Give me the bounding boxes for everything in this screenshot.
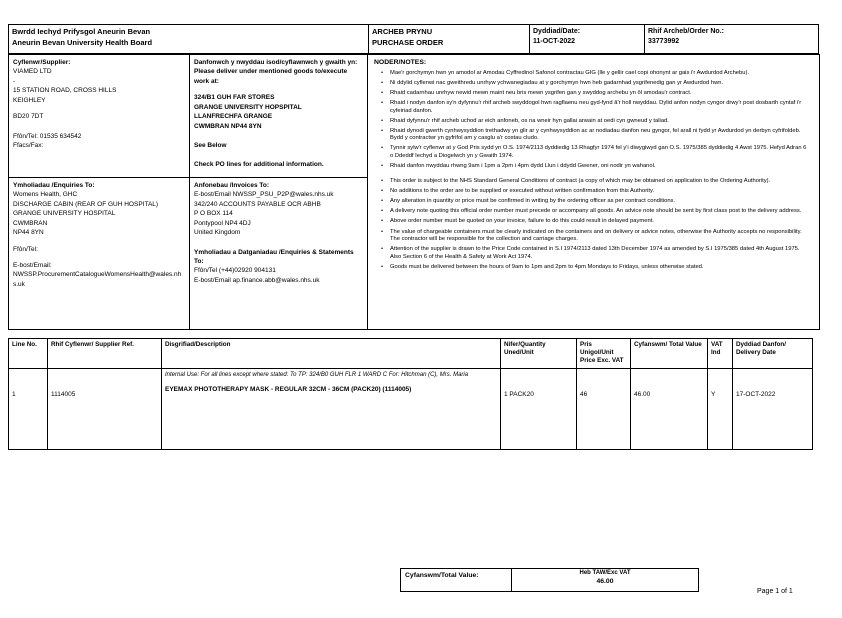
description-internal-use: Internal Use: For all lines except where stated: To TP: 324/B0 GUH FLR 1 WARD C For: Hitchman (C), Mrs. Maria xyxy=(165,371,469,378)
note-item: • Mae'r gorchymyn hwn yn amodol ar Amodau Cyffredinol Safonol contractau GIG (lle y gellir cael copi ohonynt ar gais i'r Awdurdod Archebu). xyxy=(374,70,813,78)
column-header-total-value: Cyfanswm/ Total Value xyxy=(630,338,708,369)
bullet-icon: • xyxy=(380,100,384,107)
note-item: • Rhaid danfon nwyddau rhwng 9am i 1pm a 2pm i 4pm dydd Llun i ddydd Gwener, oni nodir yn wahanol. xyxy=(374,163,813,171)
cell-description xyxy=(161,368,501,450)
note-item: • This order is subject to the NHS Standard General Conditions of contract (a copy of which may be obtained on application to the Ordering Authority). xyxy=(374,178,813,186)
bullet-icon: • xyxy=(380,263,384,270)
column-header-description: Disgrifiad/Description xyxy=(161,338,501,369)
note-item: • Above order number must be quoted on your invoice, failure to do this could result in delayed payment. xyxy=(374,218,813,226)
bullet-icon: • xyxy=(380,145,384,152)
cell-delivery-date: 17-OCT-2022 xyxy=(732,368,813,450)
invoices-address-line: United Kingdom xyxy=(194,229,241,237)
cell-quantity: 1 PACK20 xyxy=(500,368,577,450)
deliver-to-address-line: 324/B1 GUH FAR STORES xyxy=(194,94,275,102)
org-name-block xyxy=(8,24,369,54)
deliver-to-address-line: CWMBRAN NP44 8YN xyxy=(194,122,262,130)
line-items-table xyxy=(8,338,820,450)
order-number-value: 33773992 xyxy=(648,37,680,45)
description-item-name: EYEMAX PHOTOTHERAPY MASK - REGULAR 32CM - 36CM (PACK20) (1114005) xyxy=(165,385,412,393)
invoices-address-line: 342/240 ACCOUNTS PAYABLE OCR ABHB xyxy=(194,200,321,208)
invoices-address-line: Pontypool NP4 4DJ xyxy=(194,219,251,227)
bullet-icon: • xyxy=(380,162,384,169)
enquiries-email-label: E-bost/Email: xyxy=(13,261,52,269)
order-number-label: Rhif Archeb/Order No.: xyxy=(648,28,724,35)
note-item: • Tynnir sylw'r cyflenwr at y God Pris sydd yn O.S. 1974/2113 dyddiedig 13 Rhagfyr 1974 fel y'i diwygiwyd gan O.S. 1975/385 dyddiedig 4 Awst 1975. Hefyd Adran 6 o Ddeddf Iechyd a Diogelwch yn y Gwaith 1974. xyxy=(374,145,813,160)
statements-email: E-bost/Email ap.finance.abb@wales.nhs.uk xyxy=(194,276,320,284)
deliver-to-label-english: Please deliver under mentioned goods to/execute work at: xyxy=(194,68,348,85)
invoices-box xyxy=(189,177,368,330)
page-number: Page 1 of 1 xyxy=(757,588,793,595)
cell-supplier-ref: 1114005 xyxy=(47,368,162,450)
bullet-icon: • xyxy=(380,178,384,185)
note-item: • Rhaid dyfynnu'r rhif archeb uchod ar eich anfoneb, os na wneir hyn gallai arwain at oedi cyn gwneud y taliad. xyxy=(374,118,813,126)
deliver-to-check-note: Check PO lines for additional information. xyxy=(194,161,324,169)
supplier-postcode: BD20 7DT xyxy=(13,113,44,121)
supplier-phone: Ffôn/Tel: 01535 634542 xyxy=(13,132,82,140)
bullet-icon: • xyxy=(380,188,384,195)
invoices-email-line: E-bost/Email NWSSP_PSU_P2P@wales.nhs.uk xyxy=(194,191,334,199)
supplier-address-line: - xyxy=(13,77,16,85)
total-vat-label: Heb TAW/Exc VAT xyxy=(579,570,631,576)
note-item: • Rhaid cadarnhau unrhyw newid mewn maint neu bris mewn ysgrifen gan y swyddog archebu yn ôl amodau'r contract. xyxy=(374,90,813,98)
totals-box xyxy=(400,568,700,592)
document-title-english: PURCHASE ORDER xyxy=(372,37,444,47)
note-item: • Ni ddylid cyflenwi nac gweithredu unrhyw ychwanegiadau at y gorchymyn hwn heb gadarnhad ysgrifenedig gan yr Awdurdod hwn. xyxy=(374,80,813,88)
bullet-icon: • xyxy=(380,198,384,205)
enquiries-label: Ymholiadau /Enquiries To: xyxy=(13,182,95,189)
order-date-block xyxy=(529,24,645,54)
enquiries-line: DISCHARGE CABIN (REAR OF GUH HOSPITAL) xyxy=(13,200,159,208)
statements-phone: Ffôn/Tel (+44)02920 904131 xyxy=(194,267,276,275)
document-header xyxy=(8,24,820,54)
cell-line-no: 1 xyxy=(8,368,48,450)
notes-title: NODER/NOTES: xyxy=(374,59,427,66)
bullet-icon: • xyxy=(380,246,384,253)
deliver-to-box xyxy=(189,54,368,178)
table-row xyxy=(8,369,820,450)
order-date-value: 11-OCT-2022 xyxy=(533,37,576,45)
cell-total-value: 46.00 xyxy=(630,368,708,450)
note-item: • No additions to the order are to be supplied or executed without written confirmation from this Authority. xyxy=(374,188,813,196)
note-item: • Attention of the supplier is drawn to the Price Code contained in S.I 1974/2113 dated 13th December 1974 as amended by S.I 1975/385 dated 4th August 1975. Also Section 6 of the Health & Safety at Work Act 1974. xyxy=(374,246,813,261)
supplier-address-line: 15 STATION ROAD, CROSS HILLS xyxy=(13,87,117,95)
document-title-welsh: ARCHEB PRYNU xyxy=(372,27,433,36)
supplier-fax: Ffacs/Fax: xyxy=(13,141,44,149)
bullet-icon: • xyxy=(380,90,384,97)
note-item: • Any alteration in quantity or price must be confirmed in writing by the ordering officer as per contract conditions. xyxy=(374,198,813,206)
total-label: Cyfanswm/Total Value: xyxy=(400,568,512,592)
note-item: • Goods must be delivered between the hours of 9am to 1pm and 2pm to 4pm Mondays to Fridays, unless otherwise stated. xyxy=(374,264,813,272)
bullet-icon: • xyxy=(380,127,384,134)
cell-unit-price: 46 xyxy=(576,368,631,450)
column-header-vat-ind: VAT Ind xyxy=(707,338,733,369)
enquiries-box xyxy=(8,177,190,330)
note-item: • A delivery note quoting this official order number must precede or accompany all goods. An advice note should be sent by first class post to the delivery address. xyxy=(374,208,813,216)
bullet-icon: • xyxy=(380,80,384,87)
order-number-block xyxy=(644,24,819,54)
order-date-label: Dyddiad/Date: xyxy=(533,28,581,35)
enquiries-line: NP44 8YN xyxy=(13,229,44,237)
enquiries-email-value: NWSSP.ProcurementCatalogueWomensHealth@wales.nhs.uk xyxy=(13,271,182,288)
deliver-to-label-welsh: Danfonwch y nwyddau isod/cyflawnwch y gwaith yn: xyxy=(194,59,358,66)
bullet-icon: • xyxy=(380,208,384,215)
column-header-line-no: Line No. xyxy=(8,338,48,369)
column-header-delivery-date: Dyddiad Danfon/ Delivery Date xyxy=(732,338,813,369)
deliver-to-address-line: LLANFRECHFA GRANGE xyxy=(194,113,273,121)
total-value-cell xyxy=(511,568,699,592)
deliver-to-address-line: GRANGE UNIVERSITY HOPSPITAL xyxy=(194,103,302,111)
invoices-address-line: P O BOX 114 xyxy=(194,210,233,218)
enquiries-line: GRANGE UNIVERSITY HOSPITAL xyxy=(13,210,116,218)
supplier-name: VIAMED LTD xyxy=(13,68,52,76)
enquiries-line: Womens Health, GHC xyxy=(13,191,78,199)
column-header-unit-price: Pris Unigol/Unit Price Exc. VAT xyxy=(576,338,631,369)
note-item: • The value of chargeable containers must be clearly indicated on the containers and on delivery or advice notes, otherwise the Authority accepts no responsibility. The contractor will be responsible for the collection and carriage charges. xyxy=(374,229,813,244)
note-item: • Rhaid i nodyn danfon sy'n dyfynnu'r rhif archeb swyddogol hwn ragflaenu neu gyd-fynd â'r holl nwyddau. Dylid anfon nodyn cyngor drwy'r post dosbarth cyntaf i'r cyfeiriad danfon. xyxy=(374,100,813,115)
notes-box xyxy=(367,54,820,330)
org-name-welsh: Bwrdd Iechyd Prifysgol Aneurin Bevan xyxy=(12,27,151,36)
supplier-label: Cyflenwr/Supplier: xyxy=(13,59,71,66)
supplier-address-line: KEIGHLEY xyxy=(13,96,46,104)
bullet-icon: • xyxy=(380,218,384,225)
invoices-label: Anfonebau /Invoices To: xyxy=(194,182,269,189)
supplier-box xyxy=(8,54,190,178)
document-title-block xyxy=(368,24,530,54)
enquiries-line: CWMBRAN xyxy=(13,219,48,227)
bullet-icon: • xyxy=(380,228,384,235)
note-item: • Rhaid dynodi gwerth cynhwysyddion trethadwy yn glir ar y cynhwysyddion ac ar nodiadau danfon neu gyngor, fel arall ni fydd yr Awdurdod yn derbyn cyfrifoldeb. Bydd y contractwr yn gyfrifol am y casglu a'r costau cludo. xyxy=(374,128,813,143)
deliver-to-see-below: See Below xyxy=(194,141,227,149)
statements-label: Ymholiadau a Datganiadau /Enquiries & Statements To: xyxy=(194,248,354,265)
org-name-english: Aneurin Bevan University Health Board xyxy=(12,37,153,47)
enquiries-phone-label: Ffôn/Tel: xyxy=(13,245,38,253)
total-amount: 46.00 xyxy=(596,577,614,585)
column-header-supplier-ref: Rhif Cyflenwr/ Supplier Ref. xyxy=(47,338,162,369)
bullet-icon: • xyxy=(380,70,384,76)
column-header-quantity: Nifer/Quantity Uned/Unit xyxy=(500,338,577,369)
cell-vat-ind: Y xyxy=(707,368,733,450)
table-header-row xyxy=(8,338,820,369)
bullet-icon: • xyxy=(380,117,384,124)
